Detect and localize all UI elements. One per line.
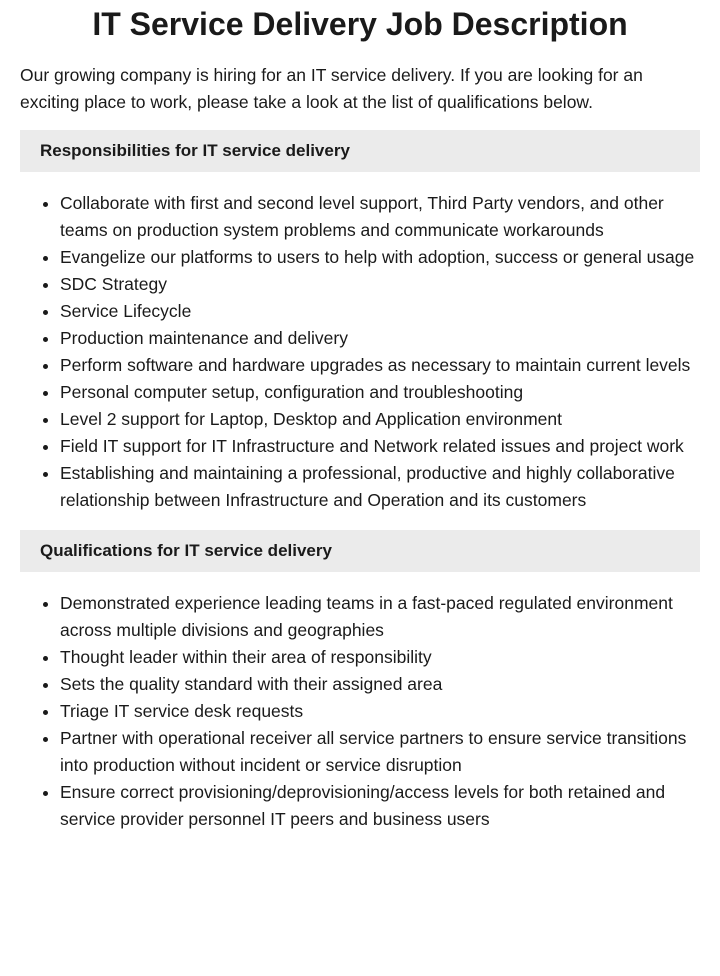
list-item: • Sets the quality standard with their assigned area <box>60 671 700 698</box>
list-item: • Production maintenance and delivery <box>60 325 700 352</box>
list-item: • Triage IT service desk requests <box>60 698 700 725</box>
list-item: • Service Lifecycle <box>60 298 700 325</box>
list-item: • Perform software and hardware upgrades as necessary to maintain current levels <box>60 352 700 379</box>
list-item: • Ensure correct provisioning/deprovisioning/access levels for both retained and service provider personnel IT peers and business users <box>60 779 700 833</box>
list-item: • Personal computer setup, configuration and troubleshooting <box>60 379 700 406</box>
intro-text: Our growing company is hiring for an IT service delivery. If you are looking for an exciting place to work, please take a look at the list of qualifications below. <box>20 65 643 112</box>
responsibilities-list <box>20 190 700 514</box>
list-item: • Collaborate with first and second level support, Third Party vendors, and other teams on production system problems and communicate workarounds <box>60 190 700 244</box>
list-item: • Establishing and maintaining a professional, productive and highly collaborative relationship between Infrastructure and Operation and its customers <box>60 460 700 514</box>
list-item: • Level 2 support for Laptop, Desktop and Application environment <box>60 406 700 433</box>
list-item: • Thought leader within their area of responsibility <box>60 644 700 671</box>
responsibilities-heading: Responsibilities for IT service delivery <box>20 130 700 172</box>
list-item: • Partner with operational receiver all service partners to ensure service transitions into production without incident or service disruption <box>60 725 700 779</box>
list-item: • SDC Strategy <box>60 271 700 298</box>
list-item: • Field IT support for IT Infrastructure and Network related issues and project work <box>60 433 700 460</box>
qualifications-heading: Qualifications for IT service delivery <box>20 530 700 572</box>
page-title: IT Service Delivery Job Description <box>92 6 628 42</box>
list-item: • Demonstrated experience leading teams in a fast-paced regulated environment across multiple divisions and geographies <box>60 590 700 644</box>
list-item: • Evangelize our platforms to users to help with adoption, success or general usage <box>60 244 700 271</box>
qualifications-list <box>20 590 700 833</box>
